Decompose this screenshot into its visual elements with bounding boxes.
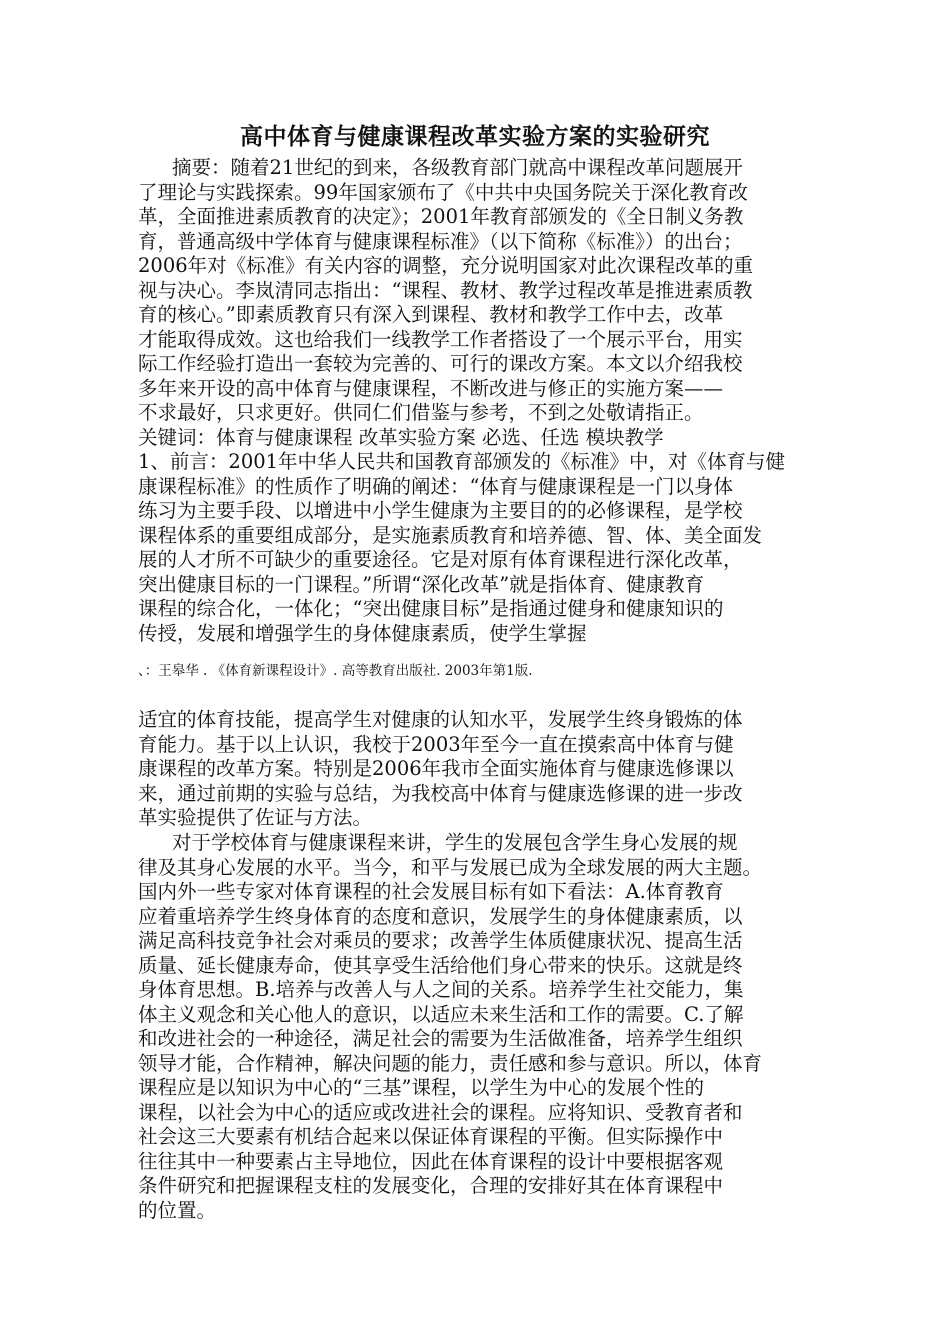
text-line: 身体育思想。B.培养与改善人与人之间的关系。培养学生社交能力，集 — [138, 978, 744, 1001]
abstract-section — [138, 156, 818, 646]
text-line: 多年来开设的高中体育与健康课程，不断改进与修正的实施方案—— — [138, 376, 724, 400]
text-line: 摘要：随着21世纪的到来，各级教育部门就高中课程改革问题展开 — [172, 156, 743, 179]
text-line: 1、前言：2001年中华人民共和国教育部颁发的《标准》中，对《体育与健 — [138, 450, 786, 473]
text-line: 了理论与实践探索。99年国家颁布了《中共中央国务院关于深化教育改 — [138, 180, 748, 204]
footnote: 、：王皋华 . 《体育新课程设计》. 高等教育出版社. 2003年第1版. — [138, 663, 533, 679]
text-line: 往往其中一种要素占主导地位，因此在体育课程的设计中要根据客观 — [138, 1149, 724, 1173]
text-line: 体主义观念和关心他人的意识，以适应未来生活和工作的需要。C.了解 — [138, 1002, 744, 1026]
text-line: 应着重培养学生终身体育的态度和意识，发展学生的身体健康素质，以 — [138, 904, 743, 928]
text-line: 育，普通高级中学体育与健康课程标准》（以下简称《标准》）的出台； — [138, 229, 743, 253]
text-line: 和改进社会的一种途径，满足社会的需要为生活做准备，培养学生组织 — [138, 1027, 743, 1050]
text-line: 适宜的体育技能，提高学生对健康的认知水平，发展学生终身锻炼的体 — [138, 708, 743, 731]
text-line: 社会这三大要素有机结合起来以保证体育课程的平衡。但实际操作中 — [138, 1125, 724, 1148]
text-line: 来，通过前期的实验与总结，为我校高中体育与健康选修课的进一步改 — [138, 781, 743, 805]
text-line: 展的人才所不可缺少的重要途径。它是对原有体育课程进行深化改革， — [138, 548, 743, 571]
text-line: 满足高科技竞争社会对乘员的要求；改善学生体质健康状况、提高生活 — [138, 929, 743, 952]
text-line: 领导才能，合作精神，解决问题的能力，责任感和参与意识。所以，体育 — [138, 1051, 763, 1075]
text-line: 课程应是以知识为中心的“三基”课程，以学生为中心的发展个性的 — [138, 1076, 704, 1099]
body-section — [138, 831, 818, 1223]
text-line: 的位置。 — [138, 1198, 217, 1222]
text-line: 2006年对《标准》有关内容的调整，充分说明国家对此次课程改革的重 — [138, 254, 754, 277]
text-line: 课程的综合化，一体化；“突出健康目标”是指通过健身和健康知识的 — [138, 597, 724, 620]
text-line: 条件研究和把握课程支柱的发展变化，合理的安排好其在体育课程中 — [138, 1174, 724, 1197]
text-line: 质量、延长健康寿命，使其享受生活给他们身心带来的快乐。这就是终 — [138, 953, 743, 977]
text-line: 课程，以社会为中心的适应或改进社会的课程。应将知识、受教育者和 — [138, 1100, 743, 1124]
text-line: 康课程的改革方案。特别是2006年我市全面实施体育与健康选修课以 — [138, 757, 734, 780]
text-line: 革，全面推进素质教育的决定》；2001年教育部颁发的《全日制义务教 — [138, 205, 744, 228]
text-line: 育的核心。”即素质教育只有深入到课程、教材和教学工作中去，改革 — [138, 303, 724, 326]
text-line: 际工作经验打造出一套较为完善的、可行的课改方案。本文以介绍我校 — [138, 352, 743, 375]
keywords-line: 关键词：体育与健康课程 改革实验方案 必选、任选 模块教学 — [138, 425, 664, 449]
text-line: 课程体系的重要组成部分，是实施素质教育和培养德、智、体、美全面发 — [138, 523, 763, 547]
text-line: 康课程标准》的性质作了明确的阐述：“体育与健康课程是一门以身体 — [138, 474, 733, 498]
text-line: 传授，发展和增强学生的身体健康素质，使学生掌握 — [138, 621, 587, 645]
text-line: 才能取得成效。这也给我们一线教学工作者搭设了一个展示平台，用实 — [138, 327, 743, 351]
continuation-section — [138, 708, 818, 831]
text-line: 不求最好，只求更好。供同仁们借鉴与参考，不到之处敬请指正。 — [138, 401, 704, 424]
text-line: 律及其身心发展的水平。当今，和平与发展已成为全球发展的两大主题。 — [138, 855, 763, 879]
text-line: 视与决心。李岚清同志指出：“课程、教材、教学过程改革是推进素质教 — [138, 278, 753, 302]
text-line: 国内外一些专家对体育课程的社会发展目标有如下看法：A.体育教育 — [138, 880, 724, 903]
text-line: 突出健康目标的一门课程。”所谓“深化改革”就是指体育、健康教育 — [138, 572, 705, 596]
document-title: 高中体育与健康课程改革实验方案的实验研究 — [240, 124, 710, 150]
text-line: 育能力。基于以上认识，我校于2003年至今一直在摸索高中体育与健 — [138, 732, 734, 756]
text-line: 革实验提供了佐证与方法。 — [138, 806, 373, 829]
text-line: 练习为主要手段、以增进中小学生健康为主要目的的必修课程，是学校 — [138, 499, 743, 522]
text-line: 对于学校体育与健康课程来讲，学生的发展包含学生身心发展的规 — [172, 831, 738, 854]
